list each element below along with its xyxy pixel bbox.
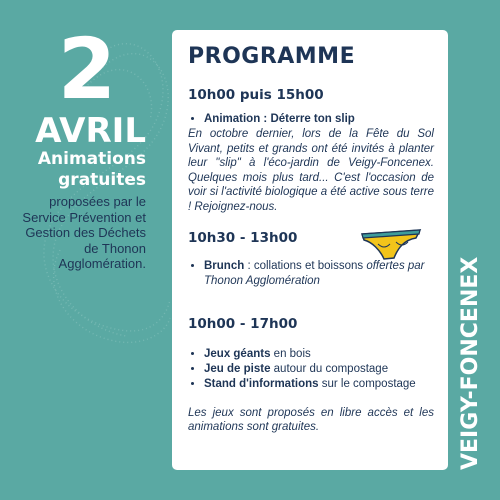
item-text: autour du compostage [270,362,389,375]
session-list [188,347,434,392]
event-day: 2 [57,20,117,118]
left-column [18,20,146,272]
session-description: En octobre dernier, lors de la Fête du Sol Vivant, petits et grands ont été invités à planter leur "slip" à l'éco-jardin de Veigy-Foncenex. Quelques mois plus tard... C'est l'occasion de voir si l'activité biologique a été active sous terre ! Rejoignez-nous. [188,128,434,213]
underwear-icon [360,226,422,262]
programme-title: PROGRAMME [188,44,356,69]
animations-heading-line2: gratuites [58,170,146,190]
location-label: VEIGY-FONCENEX [458,256,483,470]
session-time: 10h00 puis 15h00 [188,87,324,103]
list-item [204,377,434,392]
session-note: Les jeux sont proposés en libre accès et les animations sont gratuites. [188,406,434,434]
event-month: AVRIL [35,111,146,151]
item-text: : collations et boissons [244,259,367,272]
organizer-subtitle: proposées par le Service Prévention et Gestion des Déchets de Thonon Agglomération. [22,194,146,271]
session-list [188,112,434,127]
item-bold: Stand d'informations [204,377,319,390]
item-bold: Jeu de piste [204,362,271,375]
item-bold: Animation : Déterre ton slip [204,113,355,125]
session-list [188,259,434,289]
list-item [204,362,434,377]
item-text: en bois [270,347,311,360]
item-bold: Jeux géants [204,347,271,360]
item-bold: Brunch [204,259,245,272]
animations-heading-line1: Animations [37,149,146,169]
list-item [204,347,434,362]
item-italic: offertes par Thonon Agglomération [204,259,425,287]
list-item [204,259,434,289]
session-time: 10h30 - 13h00 [188,229,298,246]
list-item [204,112,434,127]
item-text: sur le compostage [318,377,416,390]
session-time: 10h00 - 17h00 [188,315,298,332]
